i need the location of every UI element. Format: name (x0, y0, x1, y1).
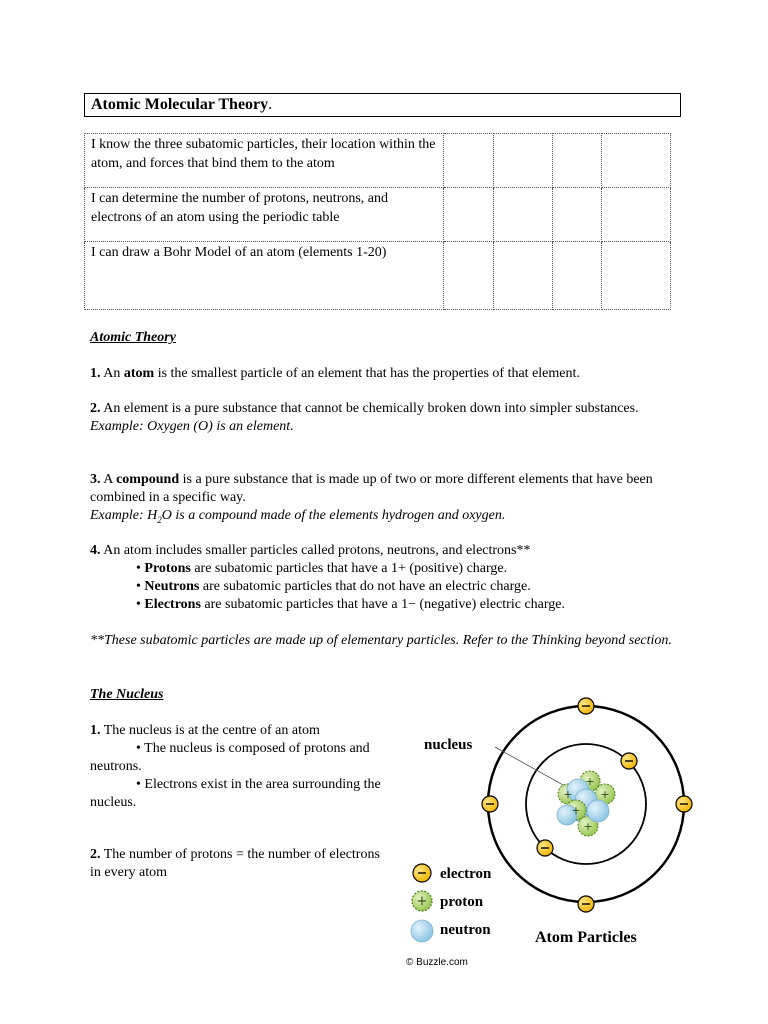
atomic-theory-point-2: 2. An element is a pure substance that cannot be chemically broken down into simpler substances. Example: Oxygen (O) is an element. (90, 401, 639, 434)
legend-neutron-label: neutron (440, 922, 491, 938)
electron-ball (537, 840, 553, 856)
nucleus-cluster (557, 771, 615, 836)
bullet-electrons: • Electrons are subatomic particles that have a 1− (negative) electric charge. (136, 597, 565, 612)
check-cell (553, 242, 602, 310)
example-text: Example: Oxygen (O) is an element. (90, 419, 294, 434)
title-box (84, 93, 681, 117)
legend-proton-icon (412, 891, 432, 911)
goal-row (85, 134, 671, 188)
atomic-theory-point-1: 1. An atom is the smallest particle of an element that has the properties of that element. (90, 366, 580, 381)
check-cell (553, 134, 602, 188)
electron-ball (578, 698, 594, 714)
nucleus-heading: The Nucleus (90, 687, 164, 702)
neutron-ball (587, 800, 609, 822)
nucleus-point-2: 2. The number of protons = the number of electrons in every atom (90, 847, 380, 880)
svg-text:+: + (563, 788, 573, 801)
credit-text: © Buzzle.com (406, 957, 468, 968)
legend-electron-label: electron (440, 866, 492, 882)
legend-electron-icon (413, 864, 431, 882)
goal-text: I can draw a Bohr Model of an atom (elements 1-20) (85, 242, 444, 310)
electron-ball (676, 796, 692, 812)
diagram-caption: Atom Particles (535, 929, 637, 946)
subatomic-note: **These subatomic particles are made up of elementary particles. Refer to the Thinking beyond section. (90, 633, 672, 648)
atom-diagram (400, 690, 700, 970)
check-cell (494, 134, 553, 188)
svg-text:+: + (600, 788, 610, 801)
legend-neutron-icon (411, 920, 433, 942)
electron-ball (621, 753, 637, 769)
nucleus-label: nucleus (424, 737, 473, 753)
electron-ball (482, 796, 498, 812)
legend-proton-label: proton (440, 894, 484, 910)
check-cell (444, 188, 494, 242)
svg-text:+: + (585, 775, 595, 788)
page-title: Atomic Molecular Theory. (91, 96, 273, 113)
goal-row (85, 188, 671, 242)
learning-goals-table (84, 133, 671, 310)
check-cell (602, 134, 671, 188)
example-text: Example: $H_2O$ is a compound made of the elements hydrogen and oxygen. (90, 508, 506, 525)
bullet-neutrons: • Neutrons are subatomic particles that do not have an electric charge. (136, 579, 531, 594)
bullet-protons: • Protons are subatomic particles that have a 1+ (positive) charge. (136, 561, 508, 576)
check-cell (444, 242, 494, 310)
atomic-theory-heading: Atomic Theory (90, 330, 176, 345)
svg-text:+: + (583, 820, 593, 833)
goal-text: I know the three subatomic particles, their location within the atom, and forces that bind them to the atom (85, 134, 444, 188)
atomic-theory-point-4: 4. An atom includes smaller particles called protons, neutrons, and electrons** • Protons are subatomic particles that have a 1+ (positive) charge. • Neutrons are subatomic particles that do not have an electric charge. • Electrons are subatomic particles that have a 1− (negative) electric charge. (90, 542, 680, 614)
check-cell (494, 188, 553, 242)
nucleus-pointer-line (495, 747, 572, 790)
legend (411, 864, 492, 942)
nucleus-point-1: 1. The nucleus is at the centre of an atom • The nucleus is composed of protons and neutrons. • Electrons exist in the area surrounding the nucleus. (90, 723, 381, 810)
check-cell (444, 134, 494, 188)
check-cell (553, 188, 602, 242)
goal-row (85, 242, 671, 310)
check-cell (602, 242, 671, 310)
check-cell (602, 188, 671, 242)
svg-text:+: + (571, 804, 581, 817)
goal-text: I can determine the number of protons, neutrons, and electrons of an atom using the periodic table (85, 188, 444, 242)
check-cell (494, 242, 553, 310)
atomic-theory-point-3: 3. A compound is a pure substance that is made up of two or more different elements that have been combined in a specific way. Example: $H_2O$ is a compound made of the elements hydrogen and oxygen. (90, 472, 653, 525)
electron-ball (578, 896, 594, 912)
svg-text:+: + (416, 894, 428, 909)
